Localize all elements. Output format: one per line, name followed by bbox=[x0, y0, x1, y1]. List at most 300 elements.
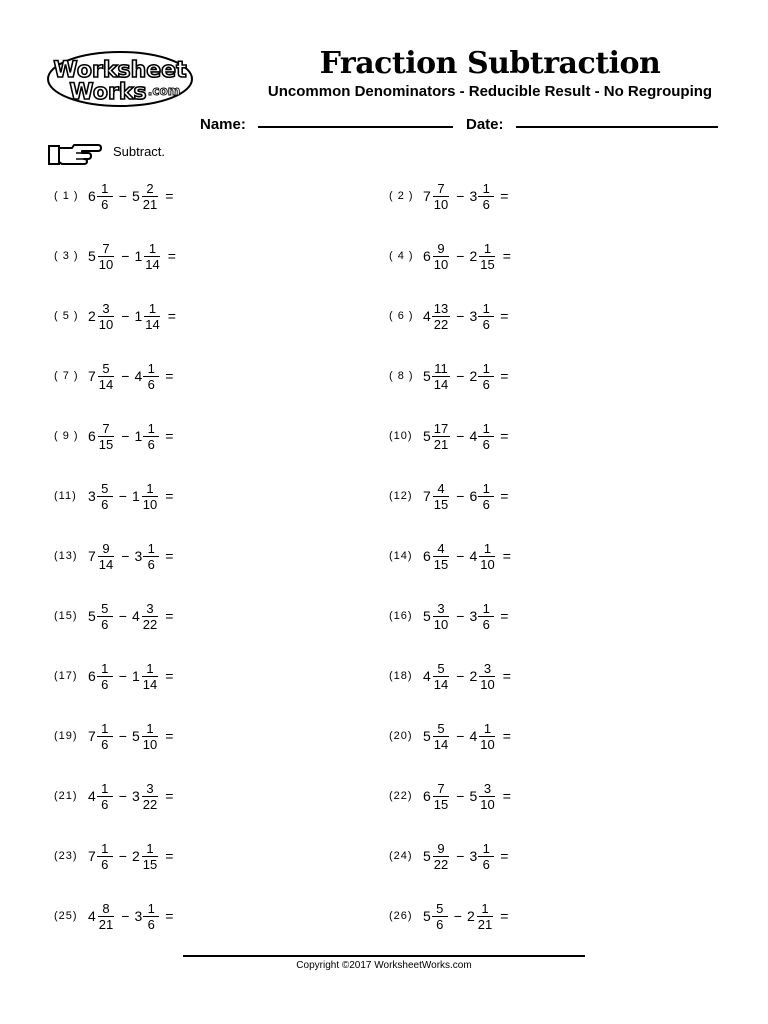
minus-sign: − bbox=[456, 848, 465, 864]
denominator: 15 bbox=[433, 796, 449, 812]
equals-sign: = bbox=[167, 308, 176, 324]
denominator: 14 bbox=[98, 556, 114, 572]
numerator: 7 bbox=[98, 241, 114, 257]
numerator: 5 bbox=[433, 661, 449, 677]
problem-number: (17) bbox=[54, 670, 78, 682]
equals-sign: = bbox=[165, 428, 174, 444]
whole-number: 1 bbox=[134, 428, 143, 444]
problem-number: ( 8 ) bbox=[389, 370, 414, 382]
whole-number: 4 bbox=[88, 788, 96, 804]
numerator: 1 bbox=[97, 781, 113, 797]
equals-sign: = bbox=[165, 188, 174, 204]
denominator: 10 bbox=[480, 556, 495, 572]
fraction bbox=[432, 841, 450, 872]
fraction bbox=[432, 361, 450, 392]
problem-item bbox=[389, 234, 516, 278]
problem-number: ( 6 ) bbox=[389, 310, 414, 322]
fraction bbox=[432, 541, 450, 572]
fraction bbox=[97, 361, 115, 392]
numerator: 13 bbox=[433, 300, 449, 316]
fraction bbox=[97, 421, 115, 452]
whole-number: 2 bbox=[469, 248, 478, 264]
problem-item bbox=[54, 594, 178, 638]
fraction bbox=[432, 301, 450, 332]
whole-number: 3 bbox=[134, 908, 143, 924]
whole-number: 4 bbox=[88, 908, 96, 924]
numerator: 1 bbox=[143, 541, 159, 557]
whole-number: 2 bbox=[466, 908, 475, 924]
denominator: 10 bbox=[433, 616, 449, 632]
problem-item bbox=[54, 294, 181, 338]
problem-item bbox=[389, 714, 516, 758]
numerator: 1 bbox=[478, 181, 494, 197]
whole-number: 6 bbox=[423, 248, 431, 264]
name-field[interactable] bbox=[258, 126, 453, 128]
whole-number: 5 bbox=[131, 728, 140, 744]
fraction bbox=[141, 721, 159, 752]
problem-number: (26) bbox=[389, 910, 413, 922]
denominator: 6 bbox=[147, 436, 155, 452]
numerator: 1 bbox=[478, 481, 494, 497]
denominator: 14 bbox=[433, 736, 449, 752]
fraction bbox=[478, 421, 494, 452]
denominator: 14 bbox=[433, 676, 449, 692]
problem-number: (24) bbox=[389, 850, 413, 862]
denominator: 6 bbox=[101, 796, 109, 812]
problem-item bbox=[54, 534, 178, 578]
whole-number: 5 bbox=[423, 848, 431, 864]
problem-number: ( 9 ) bbox=[54, 430, 79, 442]
fraction bbox=[143, 361, 159, 392]
problem-number: (20) bbox=[389, 730, 413, 742]
footer-divider bbox=[183, 955, 585, 957]
fraction bbox=[97, 601, 113, 632]
numerator: 1 bbox=[142, 661, 158, 677]
problem-item bbox=[54, 474, 178, 518]
minus-sign: − bbox=[118, 728, 127, 744]
denominator: 21 bbox=[477, 916, 493, 932]
whole-number: 6 bbox=[469, 488, 478, 504]
fraction bbox=[97, 781, 113, 812]
whole-number: 7 bbox=[88, 368, 96, 384]
numerator: 9 bbox=[433, 841, 449, 857]
name-label: Name: bbox=[200, 116, 246, 133]
minus-sign: − bbox=[456, 788, 465, 804]
fraction bbox=[432, 241, 450, 272]
minus-sign: − bbox=[456, 308, 465, 324]
minus-sign: − bbox=[118, 788, 127, 804]
equals-sign: = bbox=[502, 788, 511, 804]
problem-number: (16) bbox=[389, 610, 413, 622]
fraction bbox=[478, 661, 496, 692]
denominator: 10 bbox=[480, 796, 495, 812]
problem-number: (25) bbox=[54, 910, 78, 922]
denominator: 6 bbox=[482, 616, 490, 632]
denominator: 10 bbox=[433, 256, 449, 272]
denominator: 14 bbox=[142, 676, 158, 692]
problem-item bbox=[389, 534, 516, 578]
date-field[interactable] bbox=[516, 126, 718, 128]
problem-number: ( 4 ) bbox=[389, 250, 414, 262]
denominator: 6 bbox=[482, 436, 490, 452]
minus-sign: − bbox=[456, 368, 465, 384]
denominator: 14 bbox=[145, 316, 160, 332]
problem-item bbox=[54, 714, 178, 758]
denominator: 6 bbox=[101, 856, 109, 872]
denominator: 21 bbox=[98, 916, 114, 932]
equals-sign: = bbox=[165, 848, 174, 864]
equals-sign: = bbox=[167, 248, 176, 264]
numerator: 17 bbox=[433, 420, 449, 436]
fraction bbox=[143, 541, 159, 572]
equals-sign: = bbox=[500, 848, 509, 864]
denominator: 22 bbox=[142, 616, 158, 632]
numerator: 3 bbox=[433, 601, 449, 617]
denominator: 6 bbox=[482, 316, 490, 332]
numerator: 1 bbox=[478, 361, 494, 377]
numerator: 3 bbox=[98, 301, 114, 317]
fraction bbox=[476, 901, 494, 932]
minus-sign: − bbox=[121, 248, 130, 264]
whole-number: 7 bbox=[423, 488, 431, 504]
fraction bbox=[478, 541, 496, 572]
denominator: 6 bbox=[147, 916, 155, 932]
numerator: 1 bbox=[143, 361, 159, 377]
fraction bbox=[143, 301, 161, 332]
numerator: 3 bbox=[142, 781, 158, 797]
problem-number: ( 1 ) bbox=[54, 190, 79, 202]
fraction bbox=[432, 601, 450, 632]
equals-sign: = bbox=[500, 488, 509, 504]
fraction bbox=[478, 841, 494, 872]
whole-number: 6 bbox=[88, 668, 96, 684]
numerator: 8 bbox=[98, 901, 114, 917]
numerator: 5 bbox=[97, 481, 113, 497]
fraction bbox=[141, 601, 159, 632]
worksheetworks-logo bbox=[46, 50, 194, 108]
denominator: 10 bbox=[480, 676, 495, 692]
numerator: 1 bbox=[97, 181, 113, 197]
numerator: 5 bbox=[97, 601, 113, 617]
denominator: 15 bbox=[98, 436, 114, 452]
fraction bbox=[141, 481, 159, 512]
whole-number: 3 bbox=[469, 848, 478, 864]
equals-sign: = bbox=[502, 248, 511, 264]
equals-sign: = bbox=[500, 908, 509, 924]
problem-number: ( 2 ) bbox=[389, 190, 414, 202]
problem-number: (12) bbox=[389, 490, 413, 502]
denominator: 6 bbox=[482, 196, 490, 212]
numerator: 9 bbox=[98, 541, 114, 557]
denominator: 6 bbox=[482, 496, 490, 512]
denominator: 15 bbox=[142, 856, 158, 872]
copyright-text: Copyright ©2017 WorksheetWorks.com bbox=[296, 960, 472, 971]
whole-number: 5 bbox=[469, 788, 478, 804]
problem-item bbox=[389, 354, 513, 398]
fraction bbox=[143, 901, 159, 932]
minus-sign: − bbox=[118, 488, 127, 504]
whole-number: 4 bbox=[131, 608, 140, 624]
numerator: 1 bbox=[479, 541, 495, 557]
problem-item bbox=[54, 414, 178, 458]
numerator: 1 bbox=[478, 841, 494, 857]
numerator: 7 bbox=[433, 781, 449, 797]
numerator: 1 bbox=[144, 241, 160, 257]
problem-number: (11) bbox=[54, 490, 77, 502]
whole-number: 4 bbox=[423, 308, 431, 324]
denominator: 6 bbox=[101, 736, 109, 752]
minus-sign: − bbox=[456, 488, 465, 504]
denominator: 14 bbox=[145, 256, 160, 272]
denominator: 21 bbox=[142, 196, 158, 212]
fraction bbox=[478, 301, 494, 332]
denominator: 10 bbox=[98, 256, 114, 272]
problem-number: (18) bbox=[389, 670, 413, 682]
minus-sign: − bbox=[121, 428, 130, 444]
problem-item bbox=[389, 894, 513, 938]
numerator: 1 bbox=[142, 481, 158, 497]
minus-sign: − bbox=[456, 548, 465, 564]
fraction bbox=[141, 181, 159, 212]
instructions-text: Subtract. bbox=[113, 144, 166, 159]
whole-number: 7 bbox=[88, 728, 96, 744]
fraction bbox=[478, 481, 494, 512]
denominator: 10 bbox=[433, 196, 449, 212]
problem-number: (10) bbox=[389, 430, 413, 442]
whole-number: 3 bbox=[469, 188, 478, 204]
denominator: 6 bbox=[101, 676, 109, 692]
denominator: 10 bbox=[98, 316, 114, 332]
problem-number: (13) bbox=[54, 550, 78, 562]
fraction bbox=[478, 241, 496, 272]
denominator: 6 bbox=[482, 376, 490, 392]
whole-number: 3 bbox=[469, 308, 478, 324]
numerator: 7 bbox=[98, 421, 114, 437]
denominator: 15 bbox=[433, 496, 449, 512]
whole-number: 5 bbox=[423, 608, 431, 624]
problem-item bbox=[389, 174, 513, 218]
equals-sign: = bbox=[500, 308, 509, 324]
denominator: 14 bbox=[433, 376, 449, 392]
denominator: 6 bbox=[147, 376, 155, 392]
denominator: 22 bbox=[433, 856, 449, 872]
whole-number: 5 bbox=[131, 188, 140, 204]
minus-sign: − bbox=[456, 188, 465, 204]
problem-item bbox=[54, 834, 178, 878]
denominator: 6 bbox=[101, 196, 109, 212]
numerator: 2 bbox=[142, 181, 158, 197]
numerator: 4 bbox=[433, 481, 449, 497]
denominator: 21 bbox=[433, 436, 449, 452]
whole-number: 4 bbox=[469, 428, 478, 444]
problem-number: ( 3 ) bbox=[54, 250, 79, 262]
fraction bbox=[432, 481, 450, 512]
whole-number: 4 bbox=[469, 728, 478, 744]
problem-number: ( 7 ) bbox=[54, 370, 79, 382]
equals-sign: = bbox=[165, 608, 174, 624]
fraction bbox=[432, 661, 450, 692]
whole-number: 1 bbox=[131, 488, 140, 504]
whole-number: 6 bbox=[423, 548, 431, 564]
fraction bbox=[478, 181, 494, 212]
numerator: 4 bbox=[433, 541, 449, 557]
fraction bbox=[97, 661, 113, 692]
fraction bbox=[432, 781, 450, 812]
numerator: 1 bbox=[479, 721, 495, 737]
whole-number: 6 bbox=[88, 188, 96, 204]
fraction bbox=[141, 781, 159, 812]
whole-number: 2 bbox=[131, 848, 140, 864]
problem-number: (23) bbox=[54, 850, 78, 862]
problem-item bbox=[389, 654, 516, 698]
denominator: 10 bbox=[480, 736, 495, 752]
fraction bbox=[432, 901, 448, 932]
minus-sign: − bbox=[456, 668, 465, 684]
denominator: 6 bbox=[147, 556, 155, 572]
numerator: 1 bbox=[144, 301, 160, 317]
equals-sign: = bbox=[502, 728, 511, 744]
denominator: 10 bbox=[142, 736, 158, 752]
numerator: 1 bbox=[142, 841, 158, 857]
minus-sign: − bbox=[121, 548, 130, 564]
denominator: 10 bbox=[142, 496, 158, 512]
whole-number: 5 bbox=[88, 248, 96, 264]
equals-sign: = bbox=[165, 728, 174, 744]
whole-number: 4 bbox=[134, 368, 143, 384]
problem-item bbox=[54, 354, 178, 398]
denominator: 6 bbox=[436, 916, 444, 932]
problem-item bbox=[54, 774, 178, 818]
whole-number: 5 bbox=[423, 428, 431, 444]
whole-number: 3 bbox=[469, 608, 478, 624]
numerator: 3 bbox=[479, 661, 495, 677]
equals-sign: = bbox=[165, 908, 174, 924]
problem-item bbox=[389, 594, 513, 638]
equals-sign: = bbox=[165, 368, 174, 384]
equals-sign: = bbox=[500, 368, 509, 384]
problem-item bbox=[389, 294, 513, 338]
denominator: 22 bbox=[433, 316, 449, 332]
fraction bbox=[97, 541, 115, 572]
minus-sign: − bbox=[456, 608, 465, 624]
numerator: 9 bbox=[433, 241, 449, 257]
numerator: 1 bbox=[477, 901, 493, 917]
numerator: 1 bbox=[478, 301, 494, 317]
whole-number: 3 bbox=[131, 788, 140, 804]
minus-sign: − bbox=[121, 908, 130, 924]
minus-sign: − bbox=[456, 728, 465, 744]
minus-sign: − bbox=[118, 608, 127, 624]
numerator: 3 bbox=[479, 781, 495, 797]
problem-item bbox=[389, 774, 516, 818]
whole-number: 4 bbox=[423, 668, 431, 684]
fraction bbox=[97, 181, 113, 212]
whole-number: 6 bbox=[423, 788, 431, 804]
whole-number: 2 bbox=[88, 308, 96, 324]
whole-number: 4 bbox=[469, 548, 478, 564]
fraction bbox=[97, 481, 113, 512]
fraction bbox=[143, 421, 159, 452]
problem-item bbox=[389, 474, 513, 518]
minus-sign: − bbox=[118, 188, 127, 204]
fraction bbox=[97, 841, 113, 872]
problem-number: (15) bbox=[54, 610, 78, 622]
problem-number: (21) bbox=[54, 790, 78, 802]
fraction bbox=[432, 181, 450, 212]
whole-number: 5 bbox=[423, 908, 431, 924]
fraction bbox=[478, 601, 494, 632]
fraction bbox=[478, 721, 496, 752]
fraction bbox=[478, 781, 496, 812]
denominator: 15 bbox=[433, 556, 449, 572]
fraction bbox=[432, 421, 450, 452]
whole-number: 1 bbox=[131, 668, 140, 684]
problem-number: (22) bbox=[389, 790, 413, 802]
numerator: 7 bbox=[433, 181, 449, 197]
numerator: 11 bbox=[434, 360, 448, 376]
fraction bbox=[432, 721, 450, 752]
fraction bbox=[97, 901, 115, 932]
denominator: 15 bbox=[480, 256, 495, 272]
minus-sign: − bbox=[456, 428, 465, 444]
equals-sign: = bbox=[502, 668, 511, 684]
problem-item bbox=[54, 894, 178, 938]
numerator: 5 bbox=[98, 361, 114, 377]
logo-line1: Worksheet bbox=[53, 58, 187, 83]
whole-number: 3 bbox=[88, 488, 96, 504]
numerator: 1 bbox=[143, 421, 159, 437]
denominator: 6 bbox=[482, 856, 490, 872]
fraction bbox=[141, 841, 159, 872]
minus-sign: − bbox=[121, 368, 130, 384]
fraction bbox=[478, 361, 494, 392]
problem-item bbox=[54, 234, 181, 278]
logo-line2: Works bbox=[69, 80, 147, 105]
problem-item bbox=[389, 834, 513, 878]
numerator: 1 bbox=[478, 421, 494, 437]
problem-item bbox=[389, 414, 513, 458]
equals-sign: = bbox=[165, 548, 174, 564]
denominator: 22 bbox=[142, 796, 158, 812]
minus-sign: − bbox=[118, 668, 127, 684]
numerator: 5 bbox=[433, 721, 449, 737]
whole-number: 7 bbox=[423, 188, 431, 204]
fraction bbox=[97, 301, 115, 332]
equals-sign: = bbox=[165, 788, 174, 804]
fraction bbox=[97, 721, 113, 752]
whole-number: 6 bbox=[88, 428, 96, 444]
problem-number: ( 5 ) bbox=[54, 310, 79, 322]
whole-number: 7 bbox=[88, 848, 96, 864]
numerator: 3 bbox=[142, 601, 158, 617]
date-label: Date: bbox=[466, 116, 504, 133]
equals-sign: = bbox=[165, 668, 174, 684]
whole-number: 1 bbox=[134, 308, 143, 324]
minus-sign: − bbox=[121, 308, 130, 324]
worksheet-title: Fraction Subtraction bbox=[319, 46, 661, 81]
whole-number: 1 bbox=[134, 248, 143, 264]
minus-sign: − bbox=[118, 848, 127, 864]
denominator: 6 bbox=[101, 496, 109, 512]
whole-number: 5 bbox=[88, 608, 96, 624]
equals-sign: = bbox=[500, 608, 509, 624]
equals-sign: = bbox=[500, 188, 509, 204]
worksheet-subtitle: Uncommon Denominators - Reducible Result - No Regrouping bbox=[267, 83, 713, 100]
minus-sign: − bbox=[456, 248, 465, 264]
fraction bbox=[97, 241, 115, 272]
minus-sign: − bbox=[453, 908, 462, 924]
equals-sign: = bbox=[165, 488, 174, 504]
